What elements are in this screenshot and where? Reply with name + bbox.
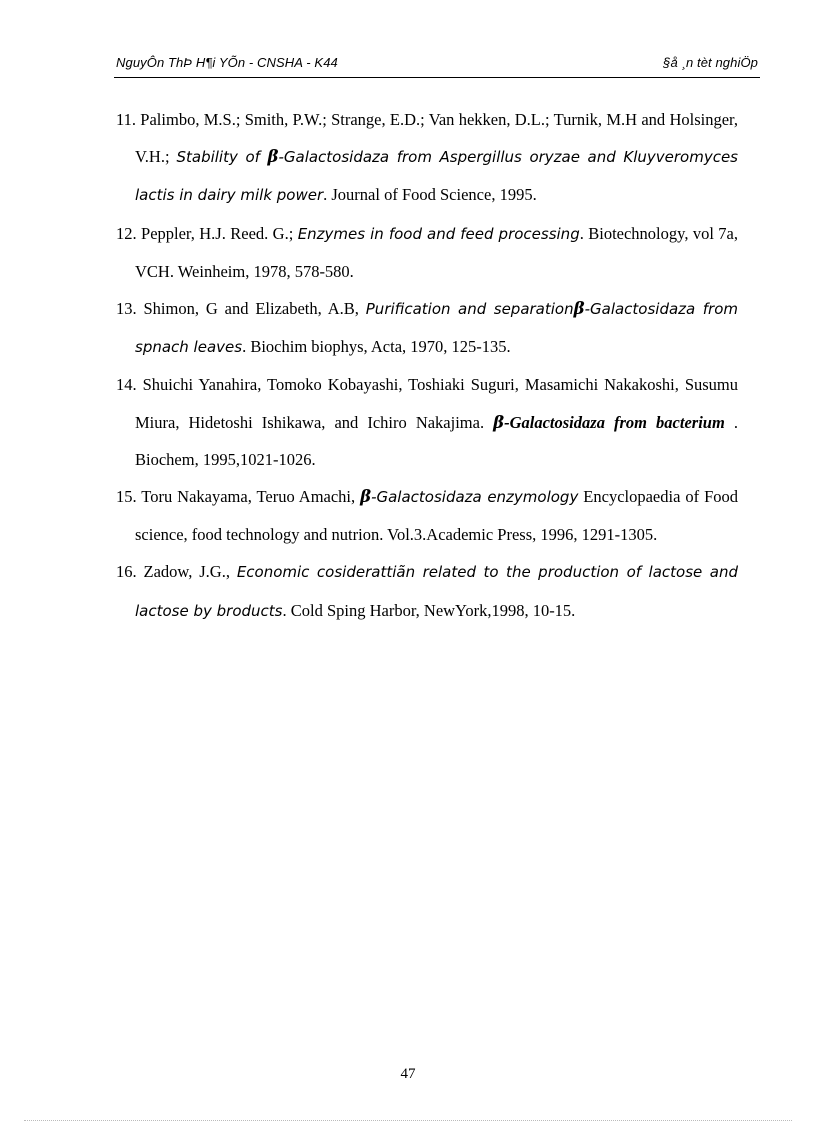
running-header-title: §å ¸n tèt nghiÖp bbox=[663, 55, 758, 70]
beta-symbol: β bbox=[360, 487, 372, 507]
reference-list bbox=[116, 101, 738, 630]
reference-authors: Shuichi Yanahira, Tomoko Kobayashi, Toshiaki Suguri, Masamichi Nakakoshi, Susumu Miura, Hidetoshi Ishikawa, and Ichiro Nakajima. bbox=[135, 375, 738, 432]
reference-source: . Biochim biophys, Acta, 1970, 125-135. bbox=[242, 337, 511, 357]
reference-authors: Toru Nakayama, Teruo Amachi, bbox=[136, 487, 361, 507]
reference-authors: Zadow, J.G., bbox=[136, 562, 237, 582]
beta-symbol: β bbox=[493, 412, 505, 432]
reference-title: Stability of bbox=[176, 148, 268, 167]
reference-source: Encyclopaedia of Food science, food technology and nutrion. Vol.3.Academic Press, 1996, 1291-1305. bbox=[135, 487, 738, 545]
reference-title: -Galactosidaza from bacterium bbox=[504, 412, 725, 432]
reference-number: 15. bbox=[116, 487, 137, 507]
reference-number: 11. bbox=[116, 110, 137, 129]
reference-title: -Galactosidaza enzymology bbox=[371, 488, 579, 507]
beta-symbol: β bbox=[267, 147, 279, 167]
reference-source: . Biochem, 1995,1021-1026. bbox=[135, 412, 738, 469]
reference-title: Enzymes in food and feed processing bbox=[297, 224, 580, 243]
reference-title: -Galactosidaza from Aspergillus oryzae and Kluyveromyces lactis in dairy milk power bbox=[135, 148, 738, 205]
header-divider bbox=[114, 77, 760, 78]
reference-authors: Peppler, H.J. Reed. G.; bbox=[136, 223, 298, 243]
reference-title: -Galactosidaza from spnach leaves bbox=[135, 300, 738, 357]
reference-source: . Cold Sping Harbor, NewYork,1998, 10-15. bbox=[282, 600, 576, 620]
reference-item bbox=[116, 366, 738, 478]
reference-source: . Journal of Food Science, 1995. bbox=[323, 185, 537, 205]
running-header-author: NguyÔn ThÞ H¶i YÕn - CNSHA - K44 bbox=[116, 55, 338, 70]
reference-number: 14. bbox=[116, 375, 137, 395]
reference-authors: Palimbo, M.S.; Smith, P.W.; Strange, E.D.; Van hekken, D.L.; Turnik, M.H and Holsinger, V.H.; bbox=[135, 110, 738, 167]
reference-item bbox=[116, 290, 738, 366]
reference-number: 12. bbox=[116, 223, 137, 243]
page-number: 47 bbox=[400, 1066, 416, 1082]
reference-item bbox=[116, 553, 738, 629]
reference-authors: Shimon, G and Elizabeth, A.B, bbox=[136, 299, 366, 319]
reference-item bbox=[116, 478, 738, 553]
reference-title: Purification and separation bbox=[365, 300, 574, 319]
reference-number: 16. bbox=[116, 562, 137, 582]
beta-symbol: β bbox=[573, 299, 585, 319]
page-bottom-border bbox=[24, 1120, 792, 1121]
reference-number: 13. bbox=[116, 299, 137, 319]
reference-title: Economic cosiderattiãn related to the production of lactose and lactose by broducts bbox=[135, 563, 738, 620]
reference-item bbox=[116, 215, 738, 290]
reference-source: . Biotechnology, vol 7a, VCH. Weinheim, 1978, 578-580. bbox=[135, 223, 738, 281]
reference-item bbox=[116, 101, 738, 215]
